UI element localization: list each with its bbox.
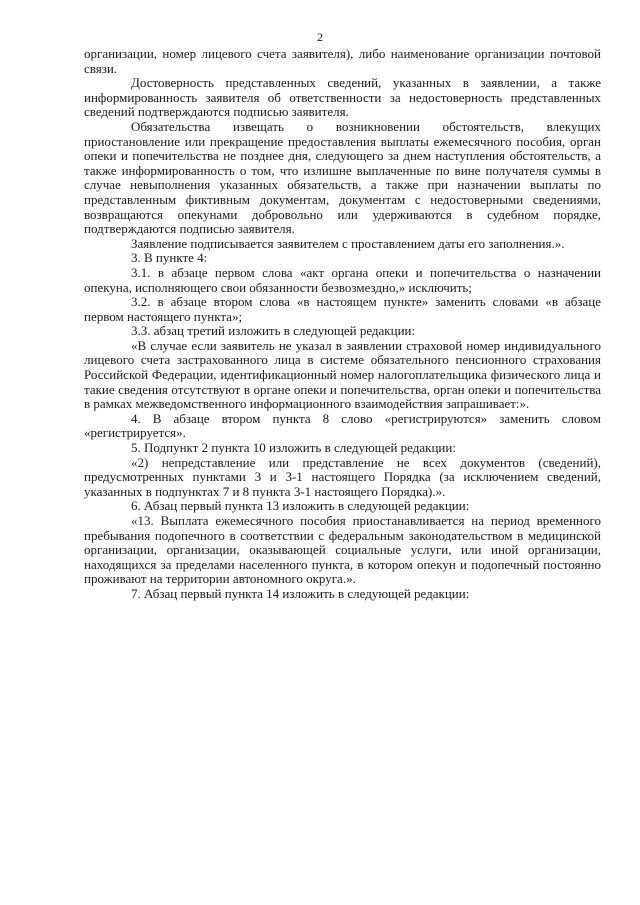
paragraph-quote-snils: «В случае если заявитель не указал в заявлении страховой номер индивидуального лицевого счета застрахованного лица в системе обязательного пенсионного страхования Российской Федерации, идентификационный номер налогоплательщика физического лица и такие сведения отсутствуют в органе опеки и попечительства, орган опеки и попечительства в рамках межведомственного информационного взаимодействия запрашивает:». xyxy=(84,337,601,412)
page-number: 2 xyxy=(317,30,323,44)
paragraph-item-3-1: 3.1. в абзаце первом слова «акт органа опеки и попечительства о назначении опекуна, исполняющего свои обязанности безвозмездно,» исключить; xyxy=(84,264,601,295)
paragraph-reliability: Достоверность представленных сведений, указанных в заявлении, а также информированность заявителя об ответственности за недостоверность представленных сведений подтверждаются подписью заявителя. xyxy=(84,75,601,120)
paragraph-item-5: 5. Подпункт 2 пункта 10 изложить в следующей редакции: xyxy=(131,440,456,456)
paragraph-continuation: организации, номер лицевого счета заявителя), либо наименование организации почтовой связи. xyxy=(84,46,601,76)
paragraph-item-6: 6. Абзац первый пункта 13 изложить в следующей редакции: xyxy=(131,498,470,514)
document-body xyxy=(84,47,601,602)
paragraph-item-3-2: 3.2. в абзаце втором слова «в настоящем пункте» заменить словами «в абзаце первом настоящего пункта»; xyxy=(84,294,601,324)
paragraph-item-4: 4. В абзаце втором пункта 8 слово «регистрируются» заменить словом «регистрируется». xyxy=(84,410,601,441)
paragraph-item-7: 7. Абзац первый пункта 14 изложить в следующей редакции: xyxy=(131,585,470,601)
paragraph-obligations: Обязательства извещать о возникновении обстоятельств, влекущих приостановление или прекращение предоставления выплаты ежемесячного пособия, орган опеки и попечительства не позднее дня, следующего за днем наступления обстоятельств, а также информированность о том, что излишне выплаченные по вине получателя суммы в случае невыполнения указанных обязательств, а также при назначении выплаты по представленным фиктивным документам, документам с недостоверными сведениями, возвращаются опекунами добровольно или удерживаются в судебном порядке, подтверждаются подписью заявителя. xyxy=(84,118,601,237)
paragraph-quote-suspension: «13. Выплата ежемесячного пособия приостанавливается на период временного пребывания подопечного в соответствии с федеральным законодательством в медицинской организации, организации, оказывающей социальные услуги, или иной организации, находящихся за пределами населенного пункта, в котором опекун и подопечный постоянно проживают на территории автономного округа.». xyxy=(84,513,601,587)
paragraph-item-3: 3. В пункте 4: xyxy=(131,250,208,266)
paragraph-quote-refusal: «2) непредставление или представление не всех документов (сведений), предусмотренных пунктами 3 и 3-1 настоящего Порядка (за исключением сведений, указанных в подпунктах 7 и 8 пункта 3-1 настоящего Порядка).». xyxy=(84,454,601,499)
paragraph-item-3-3: 3.3. абзац третий изложить в следующей редакции: xyxy=(131,323,416,339)
paragraph-signature: Заявление подписывается заявителем с проставлением даты его заполнения.». xyxy=(131,235,565,251)
